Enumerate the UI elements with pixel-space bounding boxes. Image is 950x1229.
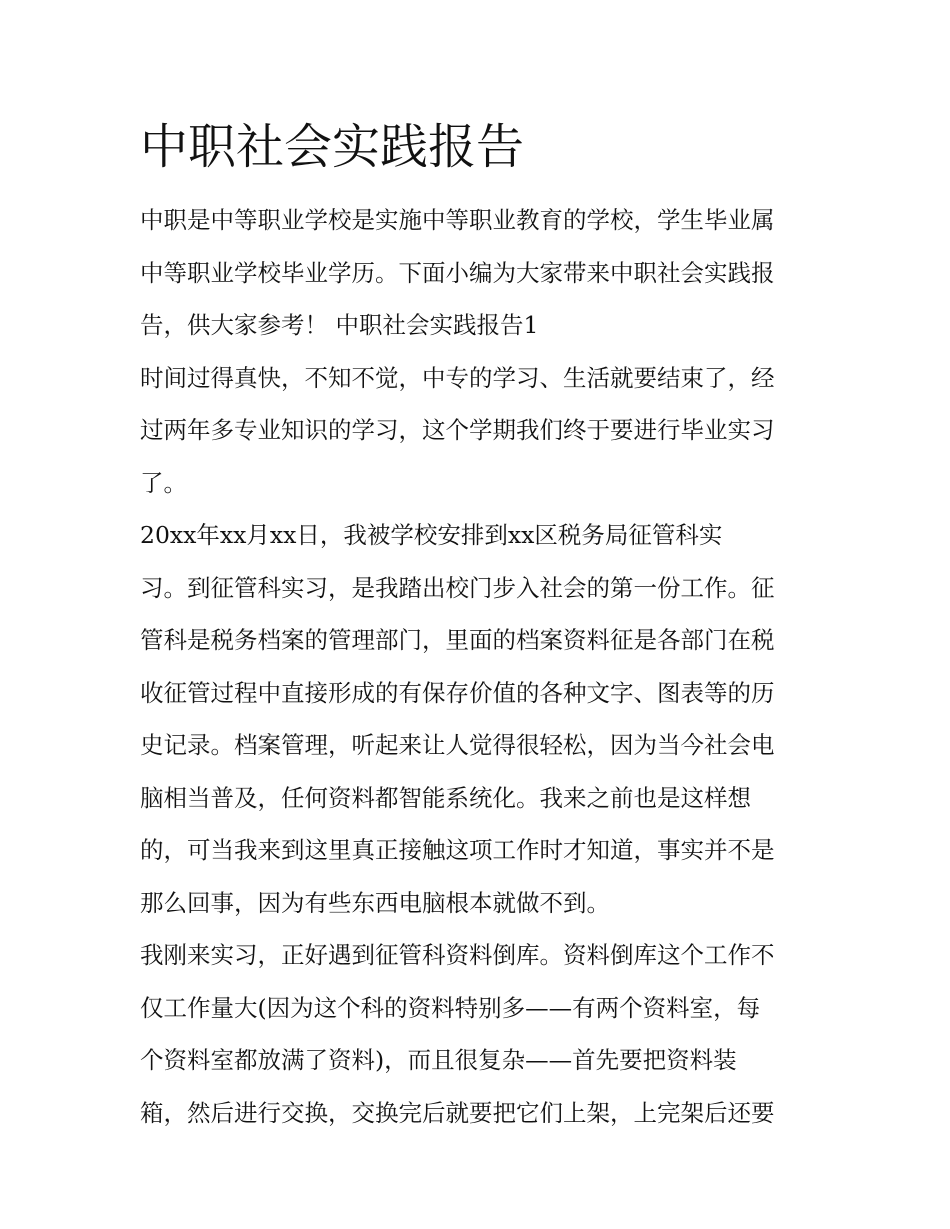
- text-line: 个资料室都放满了资料)，而且很复杂——首先要把资料装: [140, 1046, 737, 1074]
- text-line: 了。: [140, 468, 187, 497]
- text-line: 中职是中等职业学校是实施中等职业教育的学校，学生毕业属: [140, 206, 775, 234]
- text-line: 告，供大家参考！ 中职社会实践报告1: [140, 311, 539, 339]
- text-line: 我刚来实习，正好遇到征管科资料倒库。资料倒库这个工作不: [140, 941, 775, 969]
- paragraph-internship: [140, 509, 815, 929]
- paragraph-archive: [140, 929, 815, 1139]
- text-line: 脑相当普及，任何资料都智能系统化。我来之前也是这样想: [140, 783, 751, 812]
- text-line: 过两年多专业知识的学习，这个学期我们终于要进行毕业实习: [140, 416, 775, 444]
- text-line: 的，可当我来到这里真正接触这项工作时才知道，事实并不是: [140, 836, 775, 864]
- paragraph-intro: [140, 194, 815, 352]
- text-line: 习。到征管科实习，是我踏出校门步入社会的第一份工作。征: [140, 573, 775, 602]
- text-line: 箱，然后进行交换，交换完后就要把它们上架，上完架后还要: [140, 1098, 775, 1127]
- text-line: 那么回事，因为有些东西电脑根本就做不到。: [140, 888, 610, 917]
- document-body: [140, 108, 815, 1139]
- text-line: 时间过得真快，不知不觉，中专的学习、生活就要结束了，经: [140, 363, 775, 392]
- document-title: 中职社会实践报告: [140, 119, 525, 175]
- text-line: 史记录。档案管理，听起来让人觉得很轻松，因为当今社会电: [140, 731, 775, 759]
- text-line: 收征管过程中直接形成的有保存价值的各种文字、图表等的历: [140, 678, 775, 707]
- text-line: 中等职业学校毕业学历。下面小编为大家带来中职社会实践报: [140, 258, 775, 287]
- text-line: 20xx年xx月xx日，我被学校安排到xx区税务局征管科实: [140, 521, 723, 549]
- text-line: 管科是税务档案的管理部门，里面的档案资料征是各部门在税: [140, 626, 775, 654]
- paragraph-time: [140, 352, 815, 510]
- text-line: 仅工作量大(因为这个科的资料特别多——有两个资料室，每: [140, 993, 761, 1022]
